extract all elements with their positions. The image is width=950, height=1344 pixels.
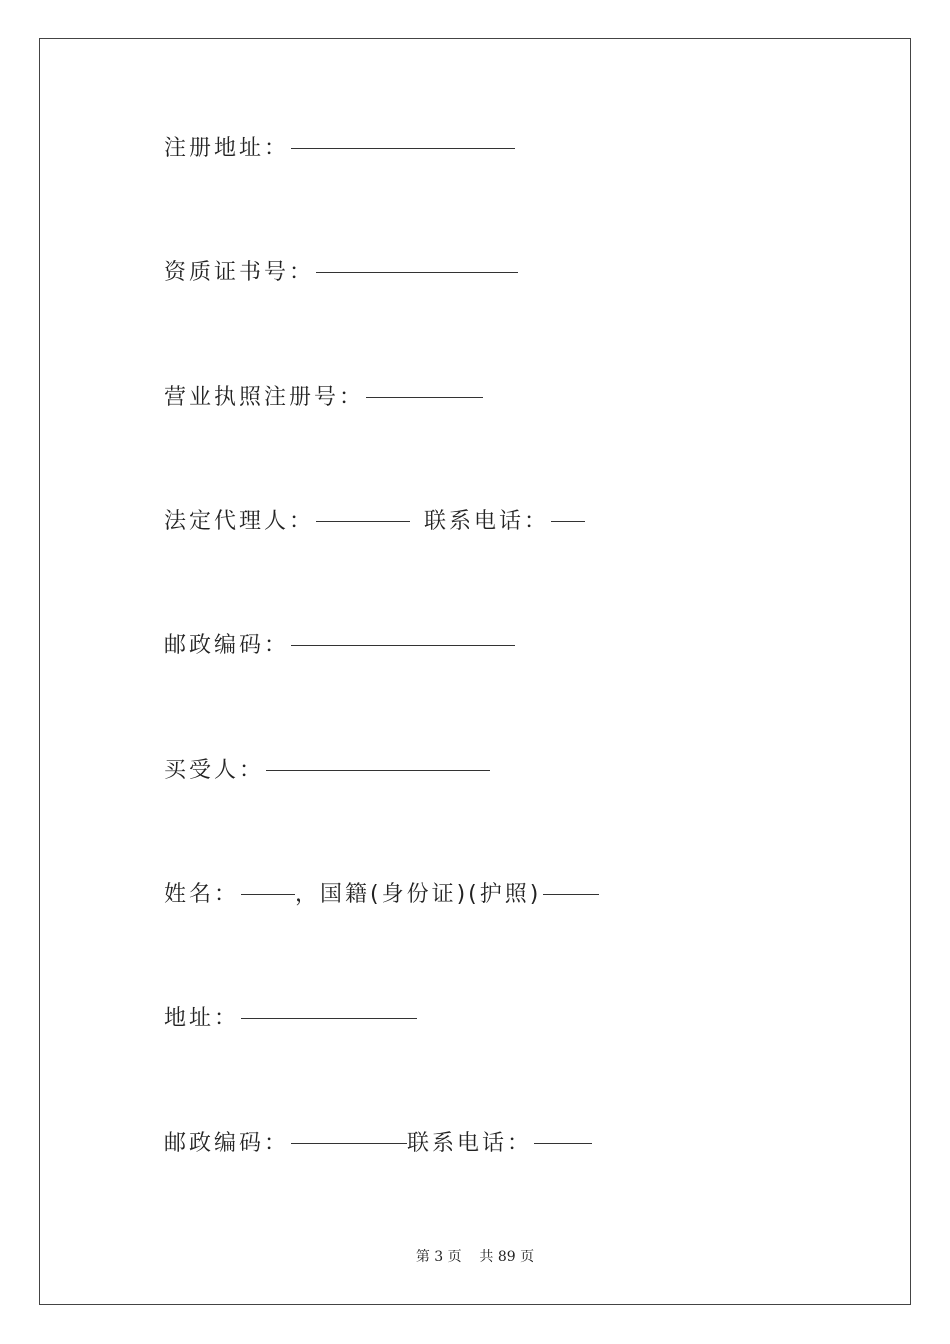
postcode1-blank[interactable]	[291, 644, 515, 646]
legal-rep-label: 法定代理人：	[164, 509, 315, 534]
legal-rep-row	[164, 504, 585, 540]
address-row	[164, 1001, 417, 1037]
reg-address-blank[interactable]	[291, 147, 515, 149]
license-no-row	[164, 380, 483, 416]
phone2-label: 联系电话：	[407, 1131, 533, 1156]
postcode2-blank[interactable]	[291, 1142, 407, 1144]
cert-no-blank[interactable]	[316, 271, 518, 273]
postcode2-row	[164, 1126, 592, 1162]
legal-rep-blank[interactable]	[316, 520, 410, 522]
reg-address-row	[164, 131, 515, 167]
page-frame	[39, 38, 911, 1305]
buyer-row	[164, 753, 490, 789]
license-no-blank[interactable]	[366, 396, 483, 398]
reg-address-label: 注册地址：	[164, 136, 290, 161]
nationality-text: ，国籍(身份证)(护照)	[295, 882, 542, 907]
page-footer: 第 3 页 共 89 页	[415, 1249, 535, 1265]
postcode1-row	[164, 628, 515, 664]
postcode2-label: 邮政编码：	[164, 1131, 290, 1156]
buyer-blank[interactable]	[266, 769, 490, 771]
nationality-blank[interactable]	[543, 893, 599, 895]
name-label: 姓名：	[164, 882, 240, 907]
postcode1-label: 邮政编码：	[164, 633, 290, 658]
license-no-label: 营业执照注册号：	[164, 385, 365, 410]
cert-no-label: 资质证书号：	[164, 260, 315, 285]
name-row	[164, 877, 599, 913]
cert-no-row	[164, 255, 518, 291]
name-blank[interactable]	[241, 893, 295, 895]
phone1-label: 联系电话：	[424, 509, 550, 534]
address-label: 地址：	[164, 1006, 240, 1031]
address-blank[interactable]	[241, 1017, 417, 1019]
phone1-blank[interactable]	[551, 520, 585, 522]
buyer-label: 买受人：	[164, 758, 265, 783]
phone2-blank[interactable]	[534, 1142, 592, 1144]
